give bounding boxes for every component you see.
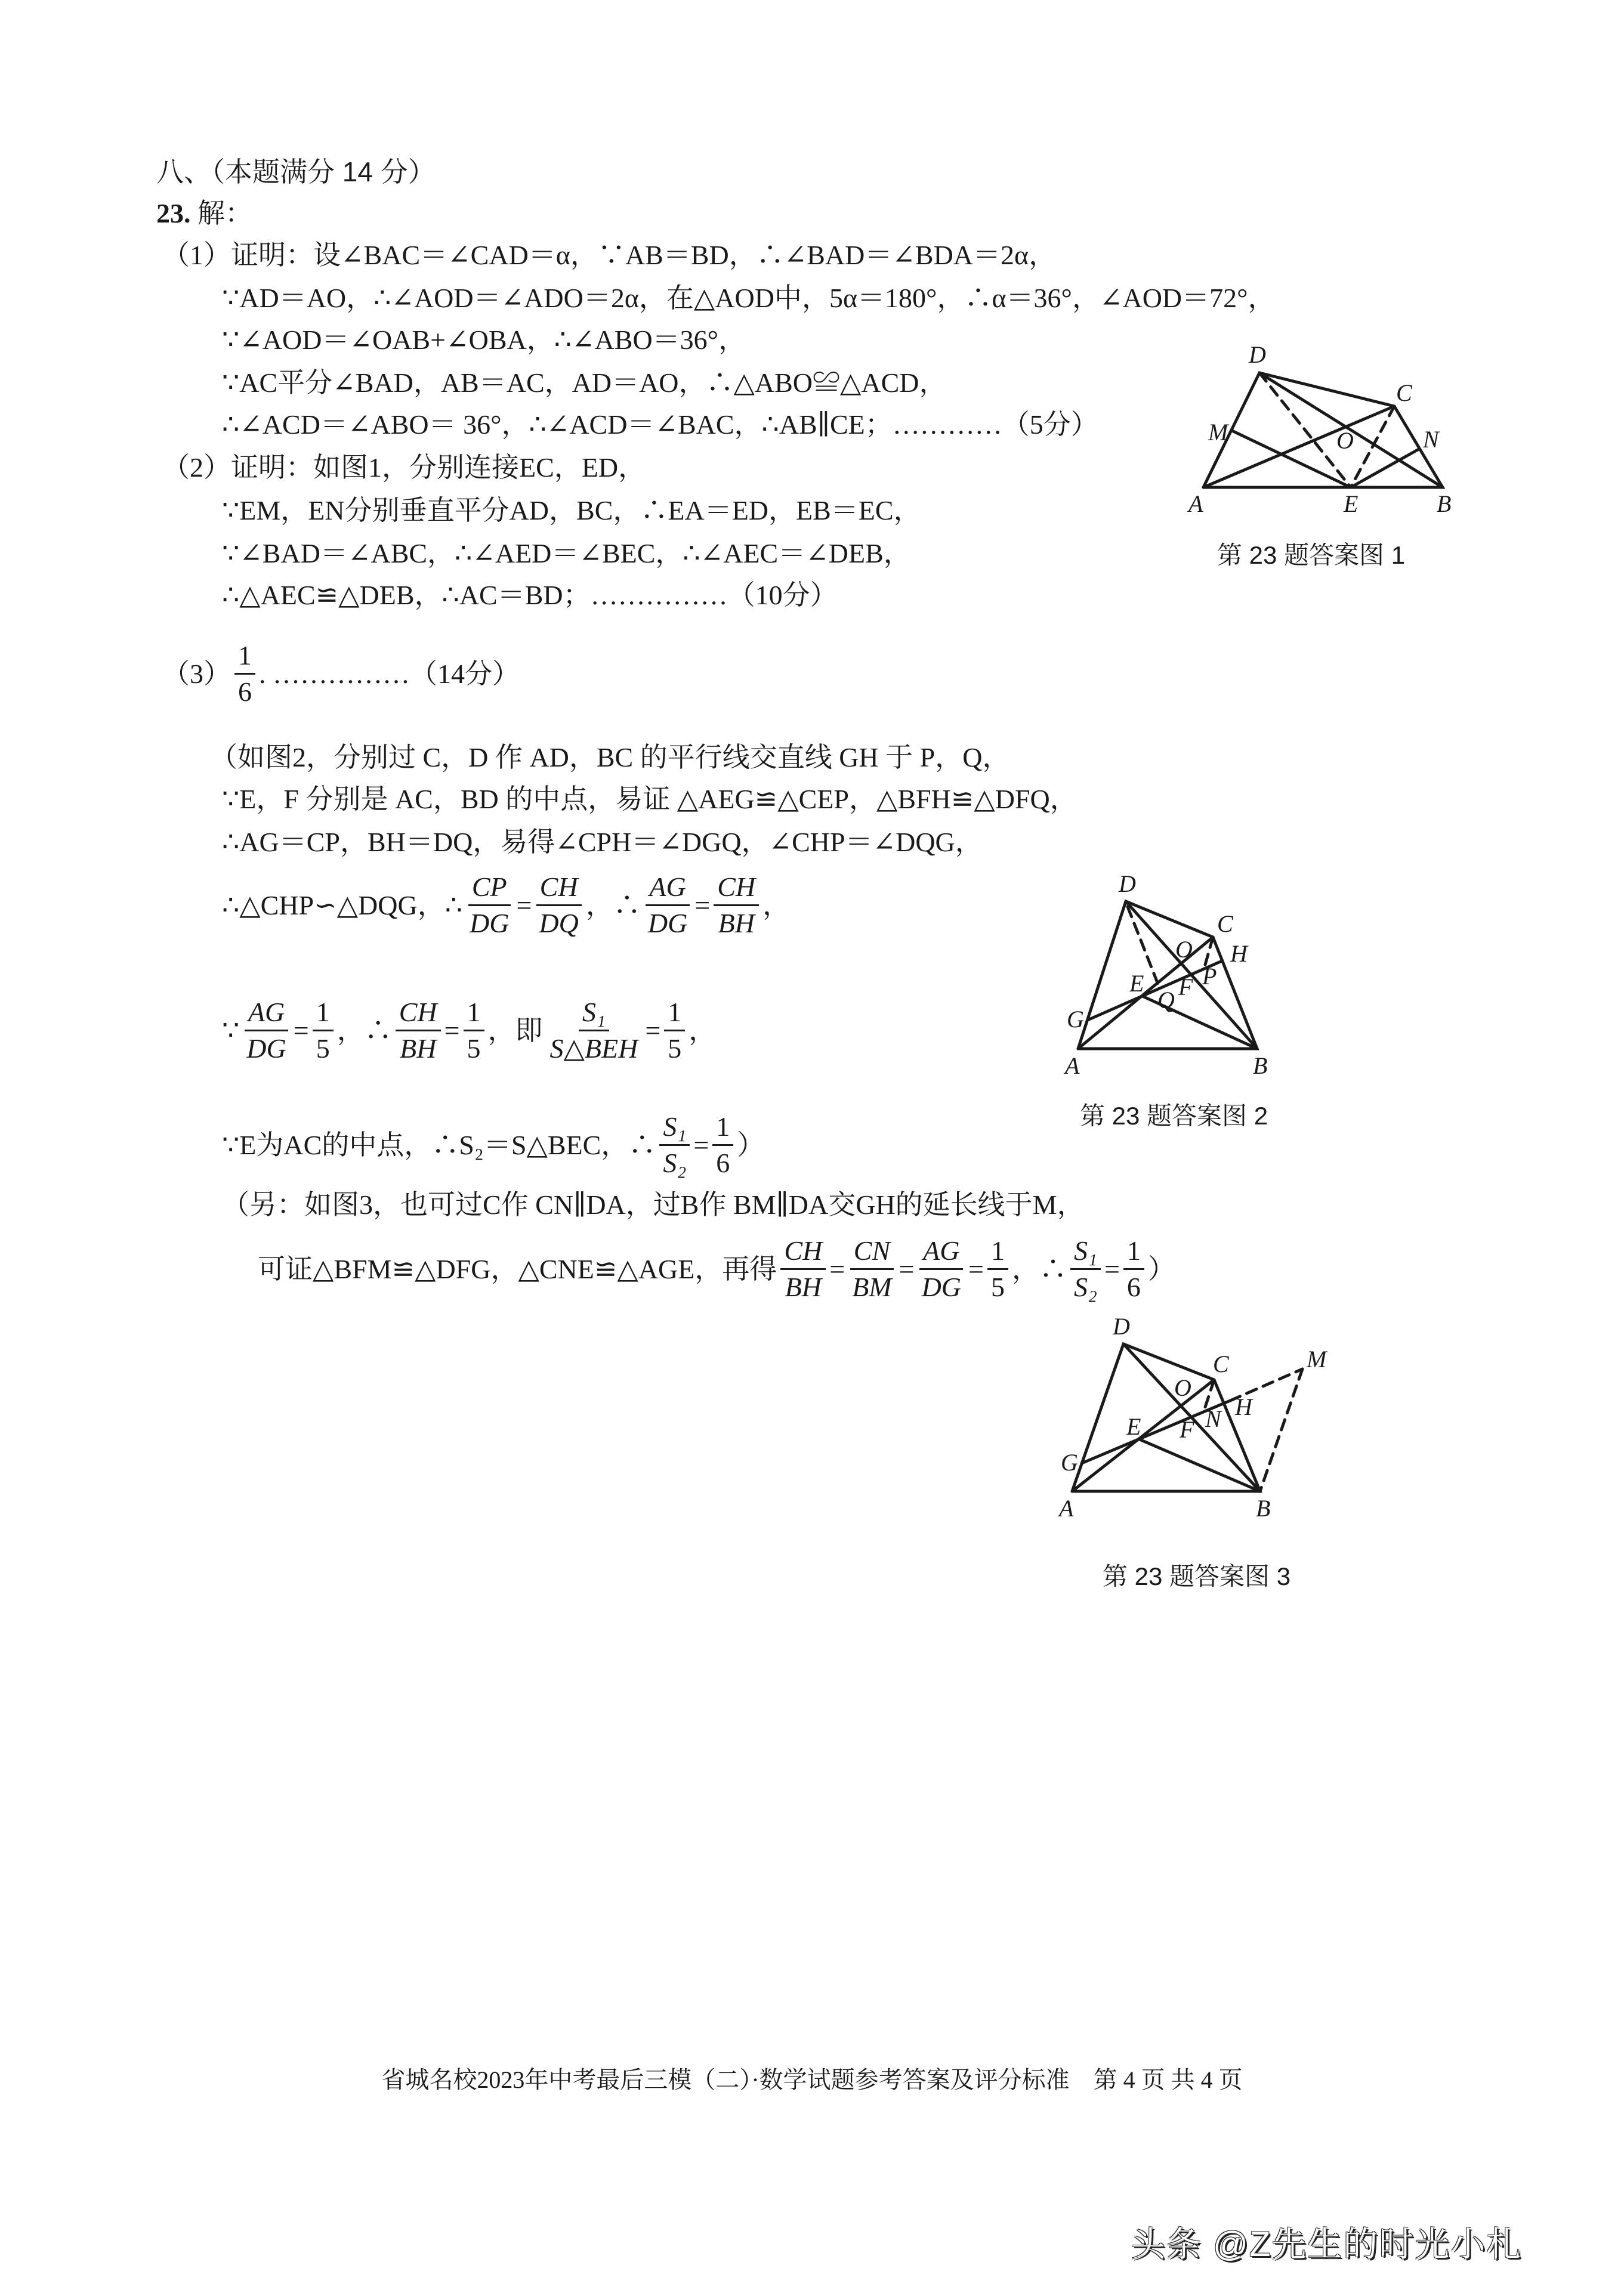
figure-2-diagram — [1063, 870, 1267, 1079]
similar-mid: ，∴ — [585, 889, 641, 920]
svg-text:M: M — [1307, 1346, 1327, 1373]
svg-text:E: E — [1126, 1413, 1141, 1440]
svg-text:E: E — [1129, 970, 1144, 997]
part3-line-1: （如图2，分别过 C，D 作 AD，BC 的平行线交直线 GH 于 P，Q， — [210, 742, 1010, 772]
part3-line-3: ∴AG＝CP，BH＝DQ，易得∠CPH＝∠DGQ，∠CHP＝∠DQG， — [222, 827, 983, 857]
alternative-line-1: （另：如图3，也可过C作 CN∥DA，过B作 BM∥DA交GH的延长线于M， — [222, 1189, 1085, 1220]
fraction-ag-dg: $\frac{AG}{DG}$ — [644, 870, 691, 941]
midpoint-line: ∵E为AC的中点，∴S₂＝S△BEC，∴ $\frac{\text{S₁}}{\text{S₂}}$ = $\frac{1}{6}$ ） — [222, 1110, 764, 1181]
svg-text:B: B — [1256, 1495, 1271, 1522]
part1-line-5: ∴∠ACD＝∠ABO＝ 36°，∴∠ACD＝∠BAC，∴AB∥CE；…………（5分） — [222, 409, 1098, 440]
svg-text:C: C — [1396, 379, 1412, 406]
svg-text:D: D — [1119, 870, 1136, 897]
svg-text:M: M — [1208, 419, 1228, 446]
alternative-line-2: 可证△BFM≌△DFG，△CNE≌△AGE，再得 $\frac{CH}{BH}$ = $\frac{CN}{BM}$ = $\frac{AG}{DG}$ = $\frac{1}{5}$ ，∴ $\frac{\text{S₁}}{\text{S₂}}$ = $\frac{1}{6}$ ） — [258, 1234, 1175, 1305]
part2-line-2: ∵EM，EN分别垂直平分AD，BC，∴EA＝ED，EB＝EC， — [222, 495, 921, 526]
similar-lead: ∴△CHP∽△DQG，∴ — [222, 889, 462, 920]
part3-line-2: ∵E，F 分别是 AC，BD 的中点，易证 △AEG≌△CEP，△BFH≌△DFQ， — [222, 784, 1077, 814]
answer-numerator: 1 — [234, 638, 255, 675]
answer-denominator: 6 — [238, 676, 252, 707]
figure-2-caption: 第 23 题答案图 2 — [1080, 1102, 1268, 1130]
figure-3-caption: 第 23 题答案图 3 — [1103, 1562, 1291, 1590]
figure-3-diagram — [1057, 1313, 1328, 1522]
svg-text:A: A — [1059, 1495, 1074, 1522]
svg-text:C: C — [1217, 910, 1233, 937]
svg-text:G: G — [1067, 1006, 1084, 1033]
svg-text:E: E — [1344, 490, 1359, 517]
svg-text:D: D — [1113, 1313, 1130, 1340]
svg-text:F: F — [1178, 974, 1193, 1000]
part1-line-4: ∵AC平分∠BAD，AB＝AC，AD＝AO，∴△ABO≌△ACD， — [222, 367, 947, 398]
fraction-ag-dg-2: $\frac{AG}{DG}$ — [243, 995, 289, 1066]
svg-text:H: H — [1230, 940, 1248, 967]
similar-triangles-line: ∴△CHP∽△DQG，∴ $\frac{CP}{DG}$ = $\frac{CH}{DQ}$ ，∴ $\frac{AG}{DG}$ = $\frac{CH}{BH}$ ， — [222, 870, 790, 941]
fraction-ch-bh: $\frac{CH}{BH}$ — [714, 870, 759, 941]
part2-line-1: （2）证明：如图1，分别连接EC，ED， — [162, 452, 646, 483]
fraction-s1-sbeh: $\frac{\text{S₁}}{\text{S△BEH}}$ — [547, 995, 642, 1066]
svg-text:O: O — [1175, 936, 1193, 963]
figure-1-caption: 第 23 题答案图 1 — [1217, 541, 1406, 569]
part1-line-2: ∵AD＝AO，∴∠AOD＝∠ADO＝2α，在△AOD中，5α＝180°，∴α＝36°，∠AOD＝72°， — [222, 283, 1276, 313]
svg-text:Q: Q — [1157, 987, 1175, 1013]
fraction-s1-s2: $\frac{\text{S₁}}{\text{S₂}}$ — [659, 1110, 690, 1181]
ratio-line: ∵ $\frac{AG}{DG}$ = $\frac{1}{5}$ ，∴ $\frac{CH}{BH}$ = $\frac{1}{5}$ ，即 $\frac{\text{S₁}}{\text{S△BEH}}$ = $\frac{1}{5}$ ， — [222, 995, 716, 1066]
question-number: 23. — [156, 198, 191, 228]
svg-text:O: O — [1336, 427, 1354, 454]
svg-text:N: N — [1423, 426, 1439, 453]
fraction-cp-dg: $\frac{CP}{DG}$ — [466, 870, 512, 941]
fraction-one-fifth-2: $\frac{1}{5}$ — [464, 995, 484, 1066]
fraction-ch-bh-2: $\frac{CH}{BH}$ — [396, 995, 441, 1066]
svg-text:P: P — [1202, 963, 1217, 990]
part2-line-3: ∵∠BAD＝∠ABC，∴∠AED＝∠BEC，∴∠AEC＝∠DEB， — [222, 538, 911, 568]
svg-text:H: H — [1235, 1393, 1252, 1420]
part2-line-4: ∴△AEC≌△DEB，∴AC＝BD；……………（10分） — [222, 580, 838, 610]
svg-text:B: B — [1437, 490, 1452, 517]
part1-line-1: （1）证明：设∠BAC＝∠CAD＝α，∵AB＝BD，∴∠BAD＝∠BDA＝2α， — [162, 240, 1057, 270]
fraction-one-sixth: $\frac{1}{6}$ — [712, 1110, 733, 1181]
figure-1-diagram — [1187, 341, 1451, 517]
svg-text:N: N — [1205, 1405, 1221, 1432]
solution-label: 解： — [197, 198, 252, 228]
part1-line-3: ∵∠AOD＝∠OAB+∠OBA，∴∠ABO＝36°， — [222, 325, 746, 355]
part3-score: . ……………（14分） — [259, 658, 520, 689]
section-title: 八、（本题满分 14 分） — [156, 156, 436, 187]
svg-text:C: C — [1213, 1351, 1229, 1377]
svg-text:A: A — [1188, 490, 1203, 517]
svg-text:O: O — [1174, 1374, 1191, 1401]
svg-text:A: A — [1065, 1052, 1080, 1079]
svg-text:D: D — [1249, 341, 1266, 368]
page-footer: 省城名校2023年中考最后三模（二）·数学试题参考答案及评分标准 第 4 页 共 4 页 — [381, 2066, 1243, 2093]
part3-prefix: （3） — [162, 658, 231, 689]
watermark: 头条 @Z先生的时光小札 — [1131, 2225, 1523, 2264]
fraction-one-fifth-3: $\frac{1}{5}$ — [664, 995, 685, 1066]
svg-text:B: B — [1253, 1052, 1268, 1079]
svg-text:G: G — [1061, 1449, 1078, 1476]
svg-text:F: F — [1180, 1416, 1194, 1443]
fraction-ch-dq: $\frac{CH}{DQ}$ — [535, 870, 582, 941]
fraction-one-fifth: $\frac{1}{5}$ — [313, 995, 334, 1066]
